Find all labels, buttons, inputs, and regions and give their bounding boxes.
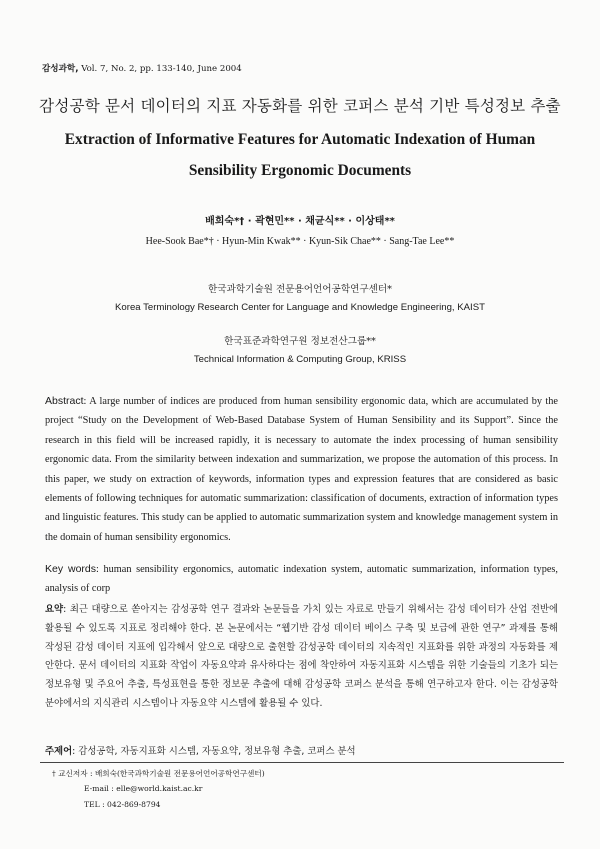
affiliation-1-english: Korea Terminology Research Center for Language and Knowledge Engineering, KAIST — [115, 302, 485, 313]
korean-title: 감성공학 문서 데이터의 지표 자동화를 위한 코퍼스 분석 기반 특성정보 추출 — [39, 97, 561, 115]
summary-label: 요약 — [45, 604, 64, 615]
abstract — [45, 392, 558, 547]
english-title: Extraction of Informative Features for Automatic Indexation of Human Sensibility Ergonomic Documents — [64, 131, 536, 179]
korean-authors: 배희숙*† · 곽현민** · 채균식** · 이상태** — [205, 216, 395, 227]
korean-summary — [45, 601, 558, 714]
keywords-label: Key words — [45, 563, 97, 575]
keywords-text: : human sensibility ergonomics, automatic indexation system, automatic summarization, information types, analysis of corp — [45, 564, 558, 595]
affiliation-2-korean: 한국표준과학연구원 정보전산그룹** — [224, 336, 376, 347]
english-authors: Hee-Sook Bae*† · Hyun-Min Kwak** · Kyun-Sik Chae** · Sang-Tae Lee** — [145, 236, 455, 247]
journal-header — [42, 62, 242, 74]
footnote-divider — [40, 762, 564, 763]
abstract-text: : A large number of indices are produced from human sensibility ergonomic data, which are accumulated by the project “Study on the Development of Web-Based Database System of Human Sensibility and its Support”. Since the research in this field will be increased rapidly, it is necessary to automate the index processing of human sensibility ergonomic data. From the similarity between indexation and summarization, we propose the automation of this process. In this paper, we study on extraction of keywords, information types and expression features that are considered as basic elements of following techniques for automatic summarization: classification of documents, extraction of information types and linguistic features. This study can be applied to automatic summarization system and knowledge management system in the domain of human sensibility ergonomics. — [45, 396, 558, 543]
footnote-corresponding-author: † 교신저자 : 배희숙(한국과학기술원 전문용어언어공학연구센터) — [52, 769, 265, 778]
journal-name: 감성과학, — [42, 64, 79, 74]
korean-keywords — [45, 743, 558, 757]
korean-keywords-text: : 감성공학, 자동지표화 시스템, 자동요약, 정보유형 추출, 코퍼스 분석 — [72, 746, 356, 757]
keywords — [45, 560, 558, 599]
summary-text: : 최근 대량으로 쏟아지는 감성공학 연구 결과와 논문들을 가치 있는 자료로 만들기 위해서는 감성 데이터가 산업 전반에 활용될 수 있도록 지표로 정리해야 한다. 본 논문에서는 “웹기반 감성 데이터 베이스 구축 및 보급에 관한 연구” 과제를 통해 작성된 감성 데이터 지표에 입각해서 앞으로 대량으로 출현할 감성공학 데이터의 지속적인 지표화를 위한 과정의 자동화를 제안한다. 문서 데이터의 지표화 작업이 자동요약과 유사하다는 점에 착안하여 자동지표화 시스템을 위한 기술들의 기초가 되는 정보유형 및 주요어 추출, 특성표현을 통한 정보문 추출에 대해 감성공학 코퍼스 분석을 통해 연구하고자 한다. 이는 감성공학 분야에서의 지식관리 시스템이나 자동요약 시스템에 활용될 수 있다. — [45, 604, 558, 709]
footnote-email: E-mail : elle@world.kaist.ac.kr — [84, 784, 203, 793]
affiliation-2-english: Technical Information & Computing Group, KRISS — [193, 354, 407, 365]
abstract-label: Abstract — [45, 395, 84, 407]
footnote-tel: TEL : 042-869-8794 — [84, 800, 161, 809]
affiliation-1-korean: 한국과학기술원 전문용어언어공학연구센터* — [208, 284, 392, 295]
journal-citation: Vol. 7, No. 2, pp. 133-140, June 2004 — [81, 64, 242, 74]
korean-keywords-label: 주제어 — [45, 746, 73, 757]
